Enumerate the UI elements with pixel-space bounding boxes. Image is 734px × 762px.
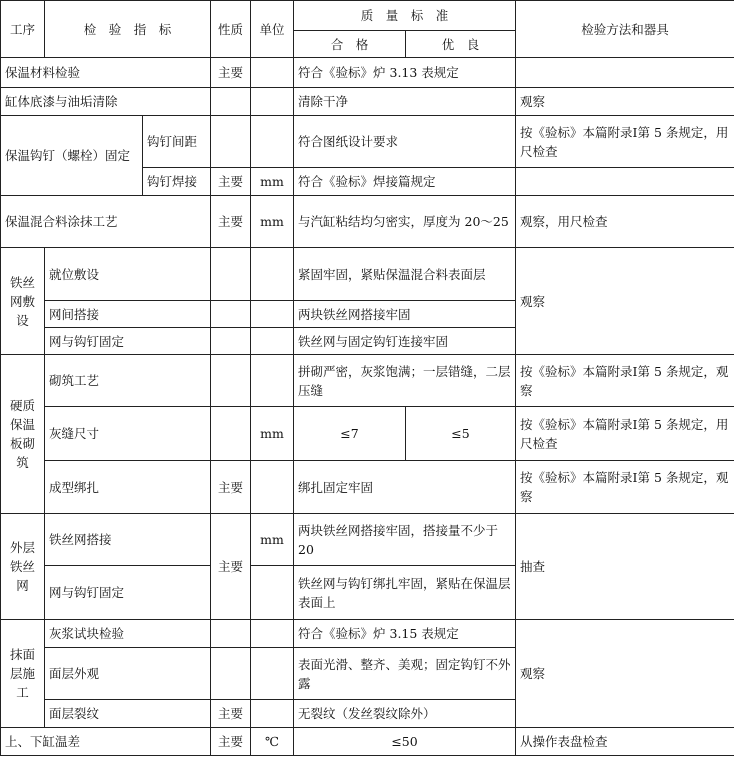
header-excellent: 优 良 xyxy=(406,31,516,58)
row-nature xyxy=(211,88,251,116)
row-unit xyxy=(251,116,294,168)
row-method: 观察 xyxy=(516,620,734,728)
row-standard: 表面光滑、整齐、美观；固定钩钉不外露 xyxy=(294,648,516,700)
row-unit xyxy=(251,700,294,728)
row-nature: 主要 xyxy=(211,58,251,88)
row-method xyxy=(516,168,734,196)
group-label: 外层铁丝网 xyxy=(1,514,45,620)
row-nature xyxy=(211,355,251,407)
row-method: 按《验标》本篇附录Ⅰ第 5 条规定，用尺检查 xyxy=(516,407,734,461)
row-nature xyxy=(211,116,251,168)
row-label: 钩钉焊接 xyxy=(143,168,211,196)
group-label: 保温钩钉（螺栓）固定 xyxy=(1,116,143,196)
row-nature: 主要 xyxy=(211,461,251,514)
row-unit xyxy=(251,301,294,328)
table-row xyxy=(1,196,734,248)
row-nature xyxy=(211,620,251,648)
row-label: 保温材料检验 xyxy=(1,58,211,88)
row-unit: mm xyxy=(251,514,294,566)
row-standard: 两块铁丝网搭接牢固，搭接量不少于 20 xyxy=(294,514,516,566)
row-method: 观察 xyxy=(516,248,734,355)
row-standard: 铁丝网与固定钩钉连接牢固 xyxy=(294,328,516,355)
group-label: 硬质保温板砌筑 xyxy=(1,355,45,514)
header-process: 工序 xyxy=(1,1,45,58)
row-label: 面层裂纹 xyxy=(45,700,211,728)
row-standard: 无裂纹（发丝裂纹除外） xyxy=(294,700,516,728)
row-nature xyxy=(211,248,251,301)
row-method: 抽查 xyxy=(516,514,734,620)
row-method: 从操作表盘检查 xyxy=(516,728,734,756)
table-row xyxy=(1,620,734,648)
row-standard: ≤50 xyxy=(294,728,516,756)
row-label: 灰浆试块检验 xyxy=(45,620,211,648)
table-row xyxy=(1,248,734,301)
row-label: 保温混合料涂抹工艺 xyxy=(1,196,211,248)
row-nature: 主要 xyxy=(211,700,251,728)
row-standard: 紧固牢固，紧贴保温混合料表面层 xyxy=(294,248,516,301)
row-label: 就位敷设 xyxy=(45,248,211,301)
row-unit: ℃ xyxy=(251,728,294,756)
row-nature xyxy=(211,407,251,461)
header-qualified: 合 格 xyxy=(294,31,406,58)
row-standard: 与汽缸粘结均匀密实，厚度为 20～25 xyxy=(294,196,516,248)
table-row xyxy=(1,514,734,566)
row-nature: 主要 xyxy=(211,168,251,196)
row-unit xyxy=(251,88,294,116)
header-quality: 质 量 标 准 xyxy=(294,1,516,31)
row-method: 观察，用尺检查 xyxy=(516,196,734,248)
row-label: 铁丝网搭接 xyxy=(45,514,211,566)
row-method: 按《验标》本篇附录Ⅰ第 5 条规定，用尺检查 xyxy=(516,116,734,168)
header-index: 检 验 指 标 xyxy=(45,1,211,58)
row-standard: 绑扎固定牢固 xyxy=(294,461,516,514)
row-label: 网与钩钉固定 xyxy=(45,566,211,620)
row-label: 面层外观 xyxy=(45,648,211,700)
table-row xyxy=(1,461,734,514)
row-standard: 拼砌严密，灰浆饱满；一层错缝，二层压缝 xyxy=(294,355,516,407)
row-excellent: ≤5 xyxy=(406,407,516,461)
row-nature: 主要 xyxy=(211,514,251,620)
row-method xyxy=(516,58,734,88)
row-unit xyxy=(251,328,294,355)
row-label: 上、下缸温差 xyxy=(1,728,211,756)
row-standard: 符合《验标》炉 3.15 表规定 xyxy=(294,620,516,648)
table-row xyxy=(1,88,734,116)
row-label: 钩钉间距 xyxy=(143,116,211,168)
row-unit xyxy=(251,566,294,620)
row-standard: 符合《验标》炉 3.13 表规定 xyxy=(294,58,516,88)
header-method: 检验方法和器具 xyxy=(516,1,734,58)
row-unit: mm xyxy=(251,407,294,461)
row-label: 缸体底漆与油垢清除 xyxy=(1,88,211,116)
row-standard: 铁丝网与钩钉绑扎牢固，紧贴在保温层表面上 xyxy=(294,566,516,620)
row-unit xyxy=(251,58,294,88)
header-nature: 性质 xyxy=(211,1,251,58)
table-row xyxy=(1,116,734,168)
header-row xyxy=(1,1,734,31)
table-row xyxy=(1,58,734,88)
row-nature xyxy=(211,301,251,328)
row-unit: mm xyxy=(251,196,294,248)
row-nature: 主要 xyxy=(211,728,251,756)
row-unit: mm xyxy=(251,168,294,196)
row-standard: 符合图纸设计要求 xyxy=(294,116,516,168)
group-label: 抹面层施工 xyxy=(1,620,45,728)
row-label: 砌筑工艺 xyxy=(45,355,211,407)
row-unit xyxy=(251,620,294,648)
row-nature xyxy=(211,328,251,355)
row-nature: 主要 xyxy=(211,196,251,248)
row-label: 网与钩钉固定 xyxy=(45,328,211,355)
table-row xyxy=(1,728,734,756)
row-unit xyxy=(251,461,294,514)
row-label: 成型绑扎 xyxy=(45,461,211,514)
group-label: 铁丝网敷设 xyxy=(1,248,45,355)
row-method: 按《验标》本篇附录Ⅰ第 5 条规定，观察 xyxy=(516,355,734,407)
header-unit: 单位 xyxy=(251,1,294,58)
table-row xyxy=(1,355,734,407)
row-qualified: ≤7 xyxy=(294,407,406,461)
row-method: 观察 xyxy=(516,88,734,116)
row-unit xyxy=(251,355,294,407)
row-standard: 符合《验标》焊接篇规定 xyxy=(294,168,516,196)
row-method: 按《验标》本篇附录Ⅰ第 5 条规定，观察 xyxy=(516,461,734,514)
row-label: 网间搭接 xyxy=(45,301,211,328)
row-unit xyxy=(251,648,294,700)
row-standard: 两块铁丝网搭接牢固 xyxy=(294,301,516,328)
row-nature xyxy=(211,648,251,700)
row-standard: 清除干净 xyxy=(294,88,516,116)
row-unit xyxy=(251,248,294,301)
table-row xyxy=(1,407,734,461)
row-label: 灰缝尺寸 xyxy=(45,407,211,461)
